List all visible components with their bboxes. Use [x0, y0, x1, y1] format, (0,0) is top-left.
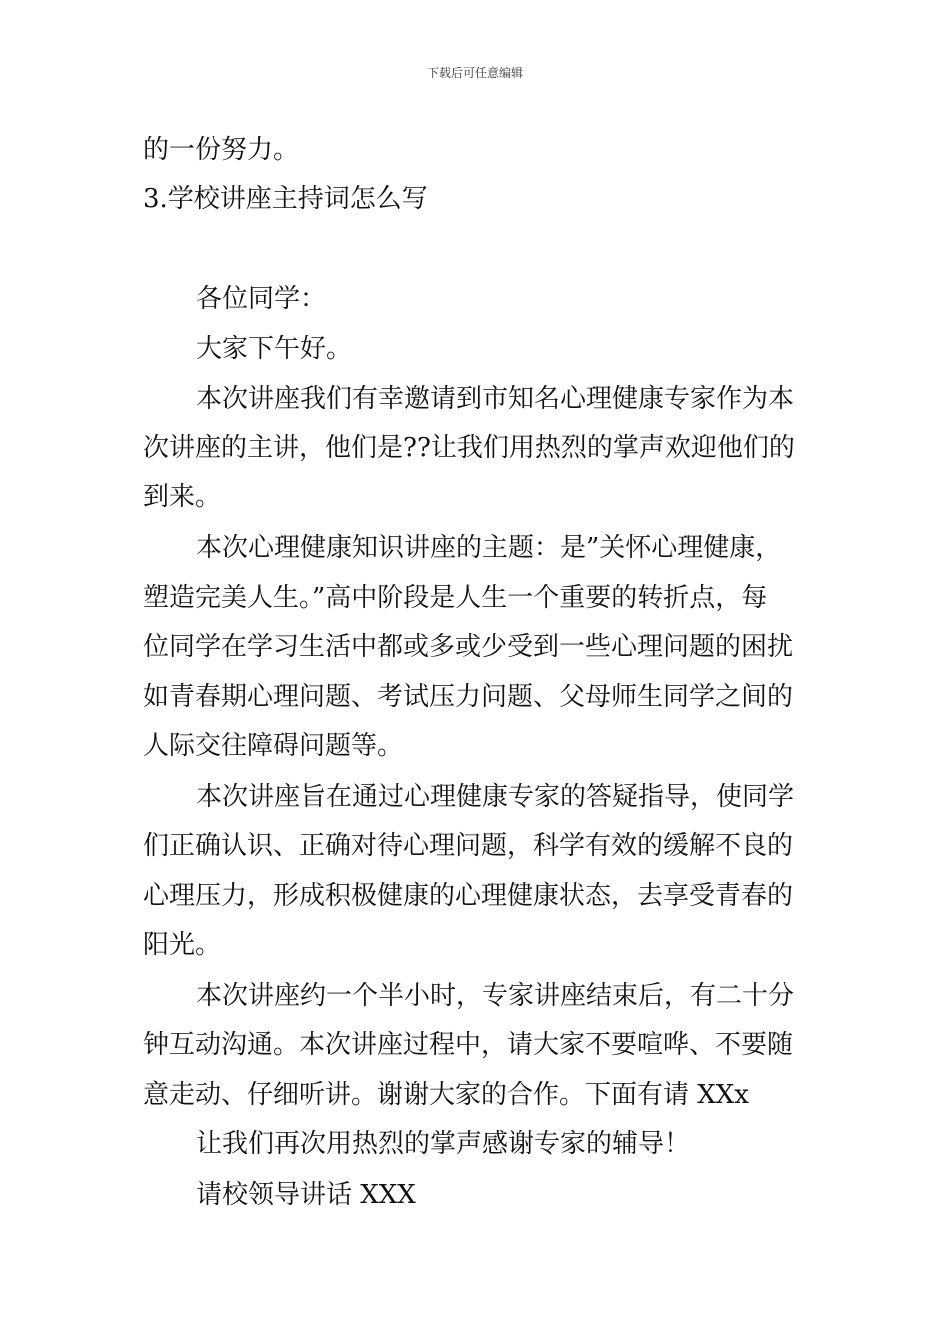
text-line: 次讲座的主讲，他们是??让我们用热烈的掌声欢迎他们的	[143, 433, 795, 463]
text-line: 各位同学：	[196, 284, 327, 314]
text-line: 心理压力，形成积极健康的心理健康状态，去享受青春的	[143, 881, 794, 911]
text-line: 意走动、仔细听讲。谢谢大家的合作。下面有请 XXx	[143, 1080, 749, 1110]
text-line: 让我们再次用热烈的掌声感谢专家的辅导！	[196, 1129, 691, 1159]
text-line: 如青春期心理问题、考试压力问题、父母师生同学之间的	[143, 682, 794, 712]
text-line: 位同学在学习生活中都或多或少受到一些心理问题的困扰	[143, 632, 794, 662]
text-line: 钟互动沟通。本次讲座过程中，请大家不要喧哗、不要随	[143, 1030, 794, 1060]
text-line: 人际交往障碍问题等。	[143, 731, 404, 761]
text-line: 请校领导讲话 XXX	[196, 1180, 416, 1210]
text-line: 本次讲座旨在通过心理健康专家的答疑指导，使同学	[196, 782, 795, 812]
text-line: 阳光。	[143, 930, 222, 960]
text-line: 的一份努力。	[143, 135, 300, 165]
page-header-note: 下载后可任意编辑	[426, 66, 523, 80]
section-heading: 3.学校讲座主持词怎么写	[143, 184, 428, 214]
text-line: 本次心理健康知识讲座的主题：是”关怀心理健康，	[196, 533, 782, 563]
text-line: 本次讲座我们有幸邀请到市知名心理健康专家作为本	[196, 384, 795, 414]
text-line: 到来。	[143, 482, 222, 512]
text-line: 本次讲座约一个半小时，专家讲座结束后，有二十分	[196, 981, 795, 1011]
text-line: 塑造完美人生。”高中阶段是人生一个重要的转折点，每	[143, 583, 768, 613]
text-line: 大家下午好。	[196, 334, 353, 364]
text-line: 们正确认识、正确对待心理问题，科学有效的缓解不良的	[143, 831, 794, 861]
